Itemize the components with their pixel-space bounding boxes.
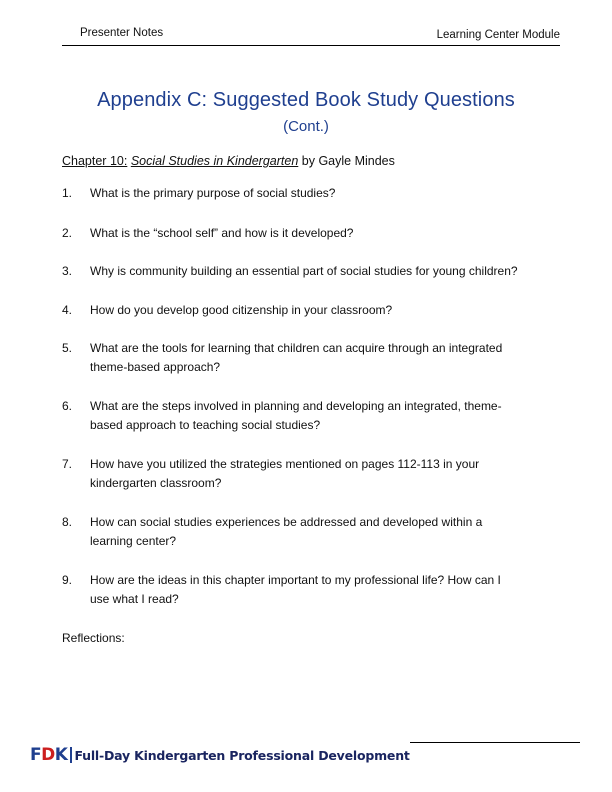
reflections-label: Reflections: — [62, 631, 125, 645]
question-number: 5. — [62, 341, 73, 355]
question-line: How have you utilized the strategies mentioned on pages 112-113 in your — [90, 457, 480, 471]
question-line: What are the tools for learning that children can acquire through an integrated — [90, 341, 503, 355]
chapter-heading — [62, 154, 395, 168]
question-line: use what I read? — [90, 592, 179, 606]
question-line: How are the ideas in this chapter important to my professional life? How can I — [90, 573, 501, 587]
question-number: 6. — [62, 399, 73, 413]
question-line: learning center? — [90, 534, 177, 548]
question-line: based approach to teaching social studies? — [90, 418, 321, 432]
question-line: kindergarten classroom? — [90, 476, 222, 490]
chapter-book-title: Social Studies in Kindergarten — [130, 154, 299, 168]
footer-branding — [30, 746, 410, 764]
header-presenter-notes: Presenter Notes — [80, 27, 164, 39]
question-line: Why is community building an essential part of social studies for young children? — [90, 264, 518, 278]
page-subtitle: (Cont.) — [283, 118, 329, 135]
chapter-author: by Gayle Mindes — [301, 154, 395, 168]
footer-program-name: Full-Day Kindergarten Professional Development — [74, 747, 410, 763]
question-text — [90, 301, 560, 320]
fdk-logo: FDK — [30, 745, 68, 765]
question-text — [90, 455, 560, 493]
question-line: How can social studies experiences be addressed and developed within a — [90, 515, 483, 529]
question-text — [90, 184, 560, 203]
question-line: theme-based approach? — [90, 360, 221, 374]
logo-separator — [70, 747, 72, 763]
question-number: 2. — [62, 226, 73, 240]
question-text — [90, 397, 560, 435]
question-number: 8. — [62, 515, 73, 529]
question-number: 4. — [62, 303, 73, 317]
question-text — [90, 513, 560, 551]
header-module-name: Learning Center Module — [436, 29, 560, 41]
question-line: What is the primary purpose of social studies? — [90, 186, 336, 200]
question-text — [90, 262, 560, 281]
question-number: 9. — [62, 573, 73, 587]
header-divider — [62, 45, 560, 46]
page-title: Appendix C: Suggested Book Study Questions — [97, 89, 515, 111]
question-text — [90, 571, 560, 609]
question-text — [90, 224, 560, 243]
question-number: 7. — [62, 457, 73, 471]
chapter-label: Chapter 10: — [62, 154, 128, 168]
question-line: What is the “school self” and how is it developed? — [90, 226, 354, 240]
question-line: What are the steps involved in planning and developing an integrated, theme- — [90, 399, 502, 413]
question-text — [90, 339, 560, 377]
footer-divider — [410, 742, 580, 743]
question-number: 3. — [62, 264, 73, 278]
question-line: How do you develop good citizenship in your classroom? — [90, 303, 393, 317]
question-number: 1. — [62, 186, 73, 200]
